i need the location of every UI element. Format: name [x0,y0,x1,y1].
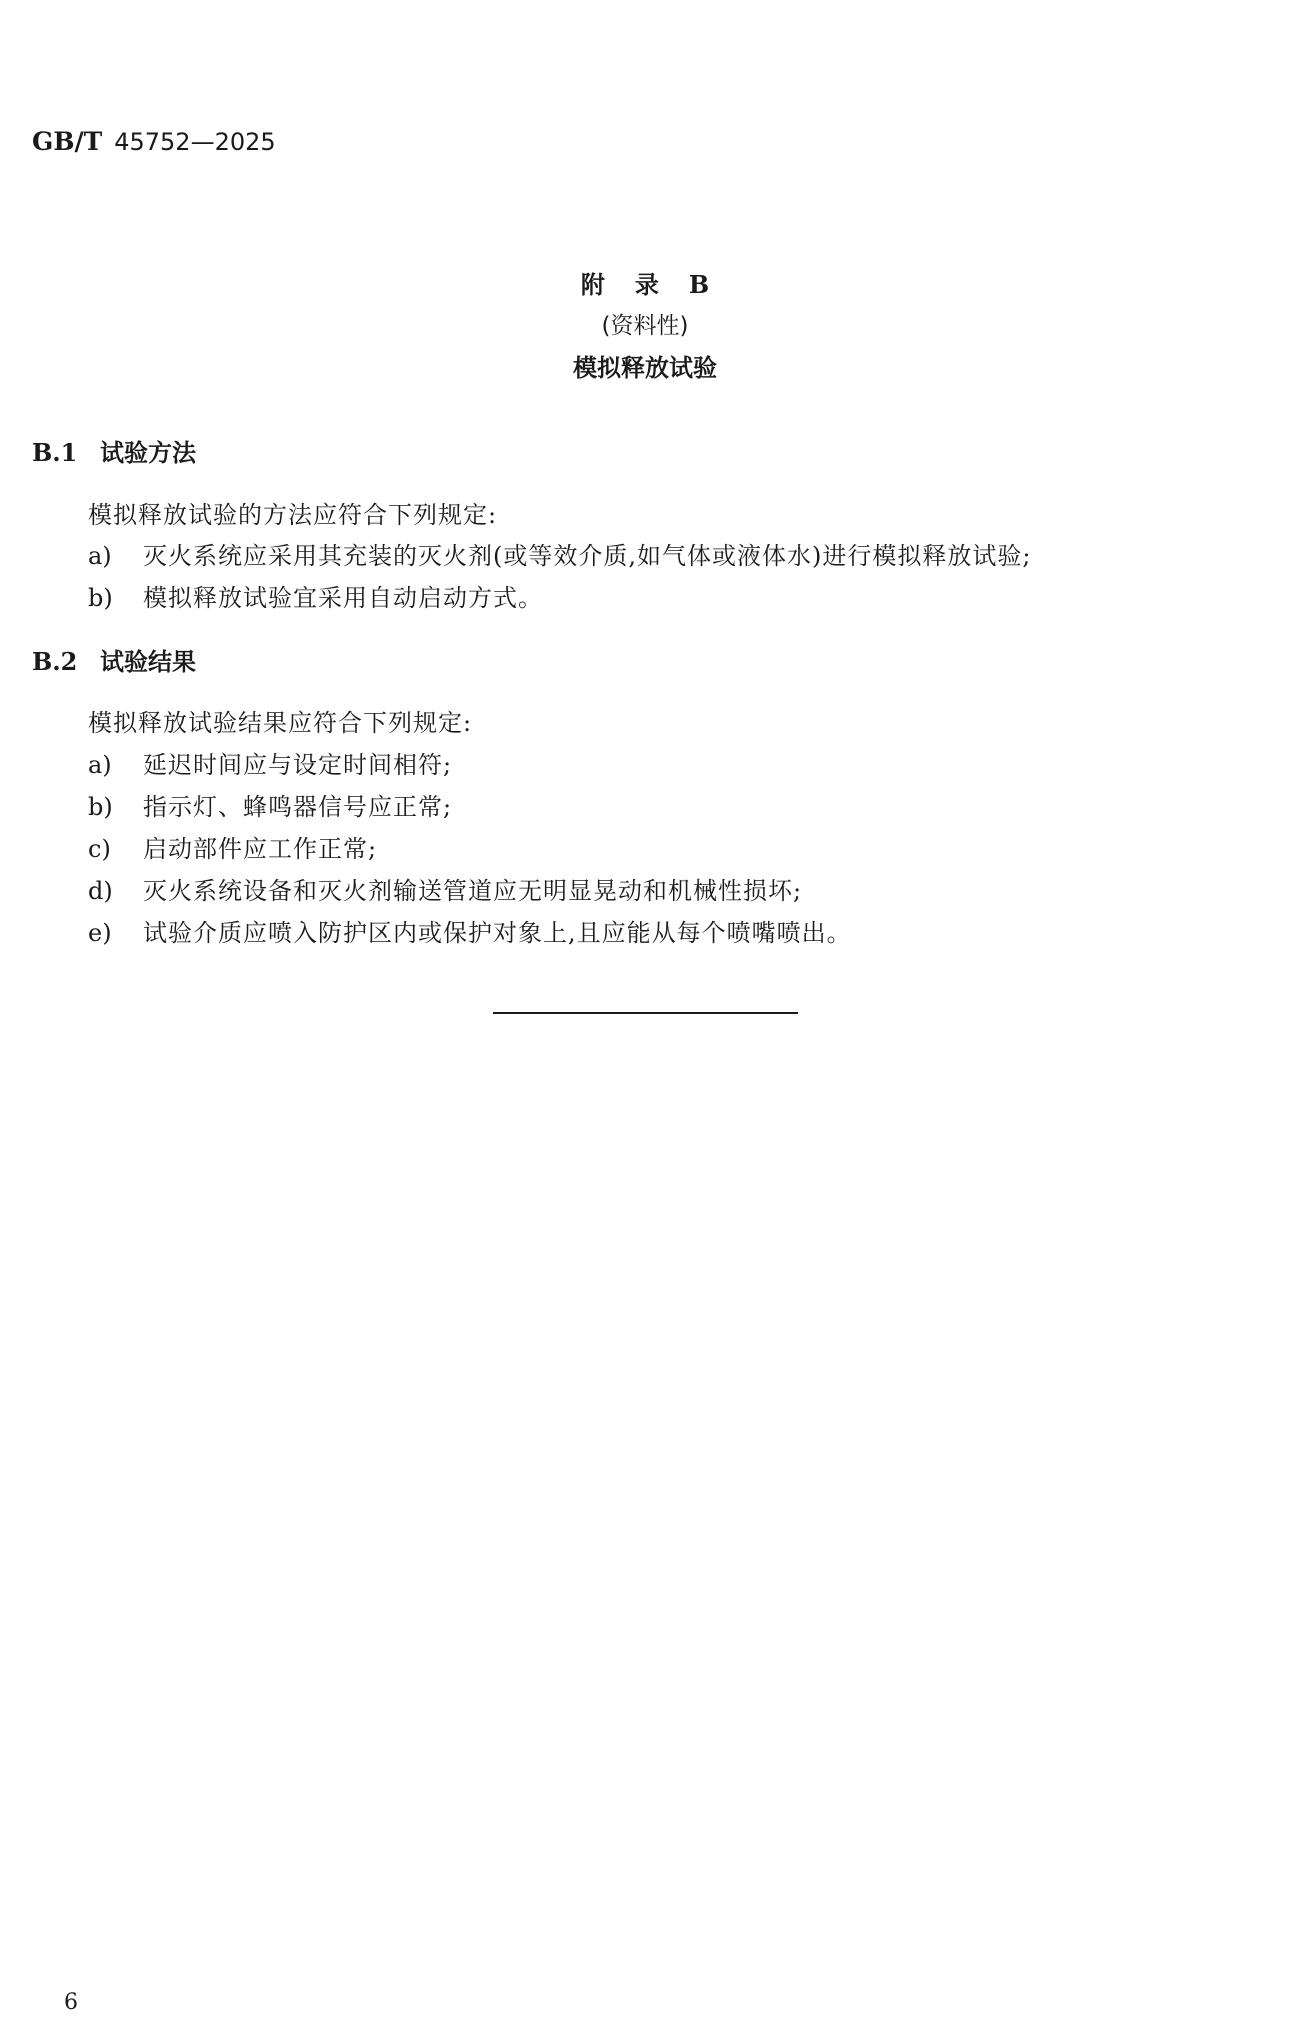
annex-title [0,265,1290,300]
document-header [32,127,276,156]
standard-number: 45752—2025 [114,128,276,156]
list-item [88,787,452,822]
section-number: B.1 [32,438,78,467]
page-number: 6 [64,1990,78,2015]
section-title: 试验方法 [100,439,196,467]
annex-name: 模拟释放试验 [573,354,717,382]
list-marker: e) [88,919,112,947]
list-marker: a) [88,542,112,570]
list-text: 指示灯、蜂鸣器信号应正常; [143,793,453,821]
list-marker: b) [88,584,113,612]
section-heading-b1 [32,433,196,468]
section-intro: 模拟释放试验结果应符合下列规定: [88,709,473,737]
list-item [88,745,452,780]
list-marker: d) [88,877,113,905]
list-text: 灭火系统应采用其充装的灭火剂(或等效介质,如气体或液体水)进行模拟释放试验; [143,542,1032,570]
list-item [88,578,543,613]
list-text: 延迟时间应与设定时间相符; [143,751,453,779]
section-heading-b2 [32,642,196,677]
annex-kind: (资料性) [601,313,689,339]
list-item [88,913,852,948]
list-marker: c) [88,835,111,863]
list-text: 启动部件应工作正常; [143,835,378,863]
list-text: 模拟释放试验宜采用自动启动方式。 [143,584,543,612]
end-rule [493,1012,798,1014]
section-number: B.2 [32,647,78,676]
list-item [88,536,1031,571]
list-marker: b) [88,793,113,821]
section-title: 试验结果 [100,648,196,676]
section-intro: 模拟释放试验的方法应符合下列规定: [88,501,498,529]
list-marker: a) [88,751,112,779]
list-item [88,829,377,864]
list-text: 试验介质应喷入防护区内或保护对象上,且应能从每个喷嘴喷出。 [143,919,852,947]
list-text: 灭火系统设备和灭火剂输送管道应无明显晃动和机械性损坏; [143,877,803,905]
annex-label-a: 附 [580,271,605,299]
annex-label-b: 录 [634,271,659,299]
standard-code: GB/T [32,127,103,156]
list-item [88,871,802,906]
annex-letter: B [688,270,710,299]
